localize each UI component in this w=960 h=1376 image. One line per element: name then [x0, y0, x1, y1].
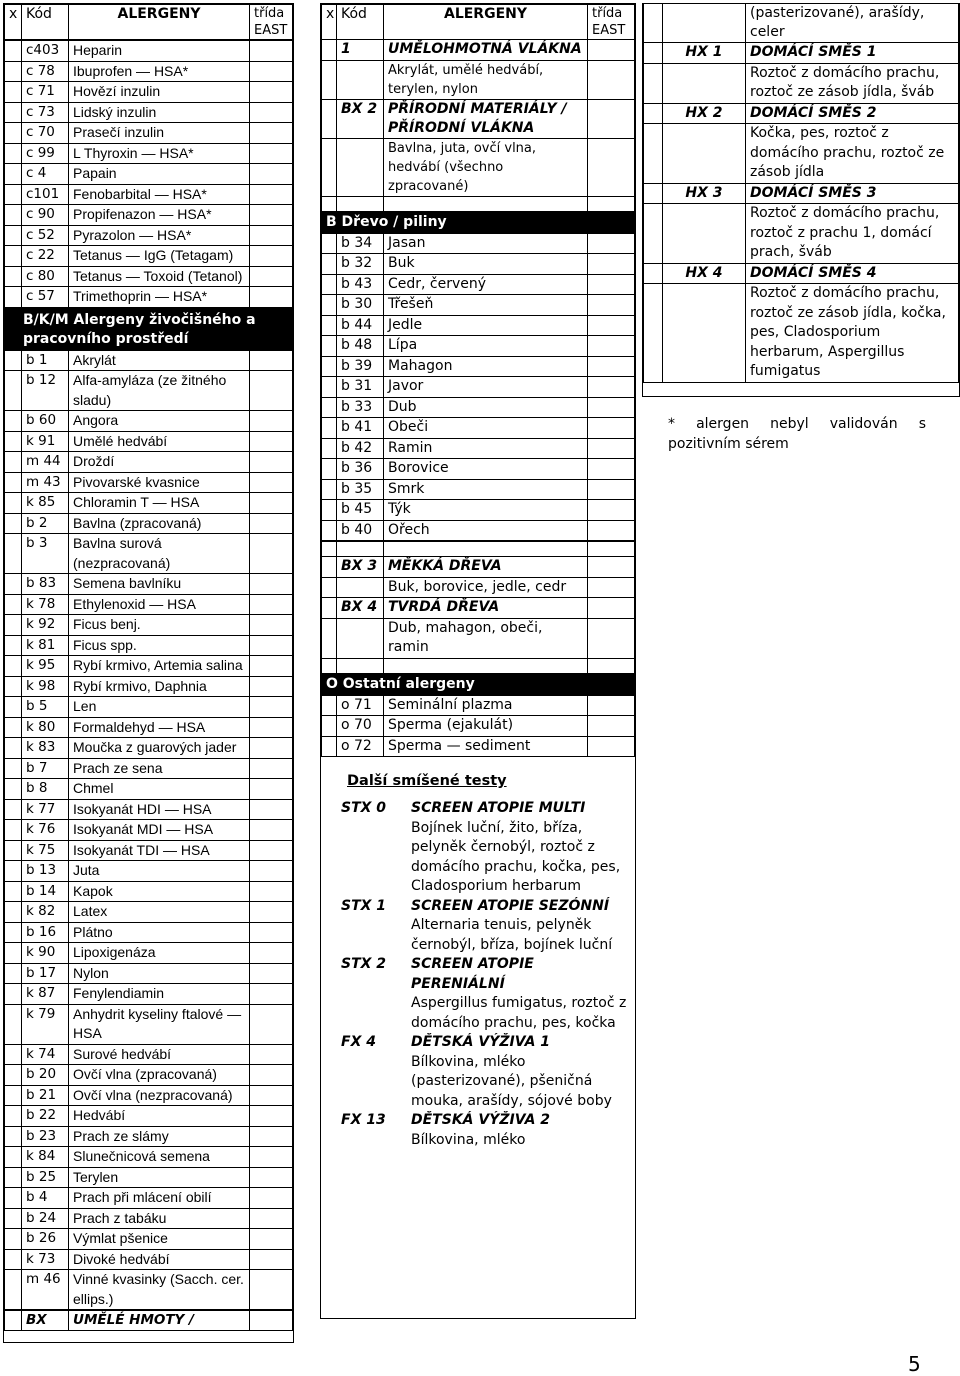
allergen-code: k 85	[22, 493, 69, 514]
mixed-test-desc: Alternaria tenuis, pelyněk černobýl, bříza, bojínek luční	[411, 917, 613, 953]
mixed-test-title: DĚTSKÁ VÝŽIVA 1	[411, 1034, 551, 1050]
table-row	[5, 246, 293, 267]
allergen-name: Anhydrit kyseliny ftalové — HSA	[69, 1004, 250, 1044]
allergen-name: Pivovarské kvasnice	[69, 472, 250, 493]
allergen-code: c 90	[22, 205, 69, 226]
allergen-code: b 14	[22, 881, 69, 902]
allergen-name: Akrylát	[69, 350, 250, 371]
allergen-name: Ořech	[384, 520, 588, 541]
table-row	[5, 840, 293, 861]
allergen-name: Isokyanát HDI — HSA	[69, 799, 250, 820]
allergen-code: b 30	[337, 295, 384, 316]
group-bx1: 1 UMĚLOHMOTNÁ VLÁKNA	[322, 40, 635, 61]
allergen-name: Bavlna surová (nezpracovaná)	[69, 534, 250, 574]
allergen-name: Juta	[69, 861, 250, 882]
allergen-code: c 78	[22, 61, 69, 82]
mixed-test-code: FX 4	[341, 1034, 376, 1050]
allergen-code: c 73	[22, 102, 69, 123]
table-row	[322, 520, 635, 541]
allergen-code: b 21	[22, 1085, 69, 1106]
allergen-name: Moučka z guarových jader	[69, 738, 250, 759]
table-row	[5, 615, 293, 636]
allergen-name: Prach ze sena	[69, 758, 250, 779]
allergen-code: b 33	[337, 397, 384, 418]
mixed-test-title: SCREEN ATOPIE PERENIÁLNÍ	[411, 956, 534, 992]
further-tests-title: Další smíšené testy	[347, 773, 507, 789]
allergen-name: Rybí krmivo, Daphnia	[69, 676, 250, 697]
allergen-name: Lidský inzulin	[69, 102, 250, 123]
table-row	[5, 82, 293, 103]
allergen-code: b 13	[22, 861, 69, 882]
allergen-name: Nylon	[69, 963, 250, 984]
allergen-name: Latex	[69, 902, 250, 923]
table-row	[5, 820, 293, 841]
allergen-name: Alfa-amyláza (ze žitného sladu)	[69, 371, 250, 411]
allergen-code: b 32	[337, 254, 384, 275]
table-row	[5, 758, 293, 779]
table-row	[5, 123, 293, 144]
allergen-code: k 74	[22, 1044, 69, 1065]
table-row	[5, 1167, 293, 1188]
allergen-code: k 90	[22, 943, 69, 964]
table-row	[5, 472, 293, 493]
hx-desc: Roztoč z domácího prachu, roztoč z prachu 1, domácí prach, šváb	[746, 204, 959, 264]
allergen-code: b 40	[337, 520, 384, 541]
mixed-test-title: SCREEN ATOPIE SEZÓNNÍ	[411, 897, 610, 914]
allergen-name: Výmlat pšenice	[69, 1229, 250, 1250]
allergen-code: b 12	[22, 371, 69, 411]
allergen-code: c 4	[22, 164, 69, 185]
allergen-name: Cedr, červený	[384, 274, 588, 295]
allergen-name: Fenobarbital — HSA*	[69, 184, 250, 205]
allergen-name: Ovčí vlna (zpracovaná)	[69, 1065, 250, 1086]
allergen-code: k 95	[22, 656, 69, 677]
allergen-code: b 31	[337, 377, 384, 398]
allergen-code: k 75	[22, 840, 69, 861]
table-row	[5, 1065, 293, 1086]
allergen-code: c 22	[22, 246, 69, 267]
mixed-test-desc: Aspergillus fumigatus, roztoč z domácího prachu, pes, kočka	[411, 995, 627, 1031]
allergen-code: b 22	[22, 1106, 69, 1127]
allergen-name: Ibuprofen — HSA*	[69, 61, 250, 82]
table-row	[322, 418, 635, 439]
allergen-name: Kapok	[69, 881, 250, 902]
table-row	[5, 266, 293, 287]
allergen-code: b 2	[22, 513, 69, 534]
allergen-code: b 3	[22, 534, 69, 574]
table-row	[5, 1126, 293, 1147]
hx-title: DOMÁCÍ SMĚS 1	[746, 43, 959, 64]
allergen-name: Lípa	[384, 336, 588, 357]
allergen-code: b 20	[22, 1065, 69, 1086]
allergen-code: b 4	[22, 1188, 69, 1209]
allergen-name: Mahagon	[384, 356, 588, 377]
allergen-code: o 71	[337, 695, 384, 716]
allergen-code: k 81	[22, 635, 69, 656]
allergen-code: b 7	[22, 758, 69, 779]
table-row	[5, 41, 293, 62]
table-row-bx: BX UMĚLÉ HMOTY /	[5, 1311, 293, 1331]
header-kod: Kód	[22, 5, 69, 40]
mixed-test-row	[321, 955, 635, 994]
table-row	[5, 1147, 293, 1168]
allergen-name: Smrk	[384, 479, 588, 500]
hx-title: DOMÁCÍ SMĚS 3	[746, 183, 959, 204]
allergen-code: b 24	[22, 1208, 69, 1229]
allergen-code: o 72	[337, 736, 384, 757]
header-title: ALERGENY	[69, 5, 250, 40]
allergen-code: b 60	[22, 411, 69, 432]
allergen-name: Ficus benj.	[69, 615, 250, 636]
allergen-name: Dub	[384, 397, 588, 418]
table-row	[5, 1270, 293, 1310]
table-row	[322, 274, 635, 295]
allergen-name: Divoké hedvábí	[69, 1249, 250, 1270]
mixed-test-desc: Bílkovina, mléko (pasterizované), pšeničná mouka, arašídy, sójové boby	[411, 1053, 612, 1109]
table-row	[322, 377, 635, 398]
allergen-code: k 98	[22, 676, 69, 697]
hx-code: HX 1	[663, 43, 746, 64]
allergen-name: Len	[69, 697, 250, 718]
allergen-name: Ethylenoxid — HSA	[69, 594, 250, 615]
table-row	[5, 61, 293, 82]
allergen-name: Droždí	[69, 452, 250, 473]
table-row	[5, 102, 293, 123]
allergen-code: b 16	[22, 922, 69, 943]
allergen-code: k 82	[22, 902, 69, 923]
allergen-name: Plátno	[69, 922, 250, 943]
header-x: x	[5, 5, 22, 40]
hx-desc: Roztoč z domácího prachu, roztoč ze zásob jídla, šváb	[746, 63, 959, 103]
allergen-name: Hovězí inzulin	[69, 82, 250, 103]
allergen-name: Hedvábí	[69, 1106, 250, 1127]
table-row	[5, 205, 293, 226]
table-row	[322, 716, 635, 737]
allergen-code: b 34	[337, 233, 384, 254]
allergen-code: b 5	[22, 697, 69, 718]
allergen-code: b 48	[337, 336, 384, 357]
allergen-code: k 77	[22, 799, 69, 820]
page-number: 5	[908, 1352, 921, 1376]
table-row	[5, 411, 293, 432]
table-row	[5, 1188, 293, 1209]
hx-code: HX 2	[663, 103, 746, 124]
allergen-name: L Thyroxin — HSA*	[69, 143, 250, 164]
table-header	[5, 5, 293, 40]
allergen-name: Angora	[69, 411, 250, 432]
allergen-name: Slunečnicová semena	[69, 1147, 250, 1168]
allergen-code: k 84	[22, 1147, 69, 1168]
allergen-code: k 83	[22, 738, 69, 759]
allergen-code: k 76	[22, 820, 69, 841]
allergen-name: Prach ze slámy	[69, 1126, 250, 1147]
hx-title: DOMÁCÍ SMĚS 2	[746, 103, 959, 124]
allergen-code: c 57	[22, 287, 69, 308]
allergen-code: b 25	[22, 1167, 69, 1188]
group-bx2: BX 2 PŘÍRODNÍ MATERIÁLY / PŘÍRODNÍ VLÁKNA	[322, 99, 635, 138]
allergen-code: c 70	[22, 123, 69, 144]
allergen-name: Isokyanát TDI — HSA	[69, 840, 250, 861]
table-row	[5, 350, 293, 371]
mixed-test-title: DĚTSKÁ VÝŽIVA 2	[411, 1112, 551, 1128]
group-bx4: BX 4 TVRDÁ DŘEVA	[322, 598, 635, 619]
mixed-test-desc: Bojínek luční, žito, bříza, pelyněk černobýl, roztoč z domácího prachu, kočka, pes, Cladosporium herbarum	[411, 819, 621, 894]
table-row	[5, 1229, 293, 1250]
mixed-test-code: STX 1	[341, 897, 387, 914]
allergen-name: Formaldehyd — HSA	[69, 717, 250, 738]
allergen-name: Sperma (ejakulát)	[384, 716, 588, 737]
allergen-name: Borovice	[384, 459, 588, 480]
mixed-test-row	[321, 799, 635, 819]
section-header-other: O Ostatní alergeny	[322, 674, 635, 694]
allergen-code: b 44	[337, 315, 384, 336]
allergen-name: Rybí krmivo, Artemia salina	[69, 656, 250, 677]
allergen-name: Vinné kvasinky (Sacch. cer. ellips.)	[69, 1270, 250, 1310]
allergen-name: Fenylendiamin	[69, 984, 250, 1005]
table-row	[322, 233, 635, 254]
allergen-name: Heparin	[69, 41, 250, 62]
table-row	[5, 1106, 293, 1127]
allergen-code: b 42	[337, 438, 384, 459]
table-row	[5, 1249, 293, 1270]
allergen-code: b 35	[337, 479, 384, 500]
allergen-name: Trimethoprin — HSA*	[69, 287, 250, 308]
table-row	[5, 676, 293, 697]
allergen-name: Lipoxigenáza	[69, 943, 250, 964]
allergen-table-middle: x Kód ALERGENY třída EAST 1 UMĚLOHMOTNÁ VLÁKNA Akrylát, umělé hedvábí, terylen, nylon BX 2 PŘÍRODNÍ MATERIÁLY / PŘÍRODNÍ VLÁKNA Bavlna, juta, ovčí vlna, hedvábí (všechno zpracované) B Dřevo / piliny b 34 Jasan b 32 Buk b 43 Cedr, červený b 30 Třešeň b 44 Jedle b 48 Lípa b 39 Mahagon b 31 Javor b 33 Dub b 41 Obeči b 42 Ramin b 36 Borovice b 35 Smrk b 45 Týk b 40 Ořech BX 3 MĚKKÁ DŘEVA Buk, borovice, jedle, cedr BX 4 TVRDÁ DŘEVA Dub, mahagon, obeči, ramin O Ostatní alergeny o 71 Seminální plazma o 70 Sperma (ejakulát) o 72 Sperma — sediment Další smíšené testy STX 0 SCREEN ATOPIE MULTI Bojínek luční, žito, bříza, pelyněk černobýl, roztoč z domácího prachu, kočka, pes, Cladosporium herbarum STX 1 SCREEN ATOPIE SEZÓNNÍ Alternaria tenuis, pelyněk černobýl, bříza, bojínek luční STX 2 SCREEN ATOPIE PERENIÁLNÍ Aspergillus fumigatus, roztoč z domácího prachu, pes, kočka FX 4 DĚTSKÁ VÝŽIVA 1 Bílkovina, mléko (pasterizované), pšeničná mouka, arašídy, sójové boby FX 13 DĚTSKÁ VÝŽIVA 2 Bílkovina, mléko	[320, 3, 636, 1319]
header-trida: třída EAST	[250, 5, 293, 40]
allergen-code: k 92	[22, 615, 69, 636]
allergen-name: Jedle	[384, 315, 588, 336]
hx-desc: Kočka, pes, roztoč z domácího prachu, roztoč ze zásob jídla	[746, 124, 959, 184]
table-row	[5, 1004, 293, 1044]
mixed-test-row	[321, 1033, 635, 1053]
allergen-code: b 26	[22, 1229, 69, 1250]
table-row	[5, 493, 293, 514]
table-row	[5, 779, 293, 800]
allergen-name: Tetanus — Toxoid (Tetanol)	[69, 266, 250, 287]
allergen-name: Umělé hedvábí	[69, 431, 250, 452]
hx-code: HX 3	[663, 183, 746, 204]
mixed-test-row	[321, 1111, 635, 1131]
allergen-code: b 39	[337, 356, 384, 377]
allergen-code: b 8	[22, 779, 69, 800]
allergen-name: Bavlna (zpracovaná)	[69, 513, 250, 534]
section-header-wood: B Dřevo / piliny	[322, 212, 635, 232]
table-row	[322, 479, 635, 500]
hx-group-row	[644, 183, 959, 204]
allergen-code: o 70	[337, 716, 384, 737]
table-row	[322, 315, 635, 336]
table-row	[5, 452, 293, 473]
table-row	[5, 943, 293, 964]
allergen-name: Týk	[384, 500, 588, 521]
table-row	[5, 738, 293, 759]
table-row	[5, 963, 293, 984]
table-row	[5, 513, 293, 534]
allergen-code: b 17	[22, 963, 69, 984]
table-row	[5, 534, 293, 574]
allergen-code: c 99	[22, 143, 69, 164]
allergen-code: b 83	[22, 574, 69, 595]
allergen-code: c 52	[22, 225, 69, 246]
allergen-name: Ovčí vlna (nezpracovaná)	[69, 1085, 250, 1106]
mixed-test-code: FX 13	[341, 1112, 386, 1128]
allergen-code: b 41	[337, 418, 384, 439]
allergen-table-left	[3, 3, 294, 1343]
allergen-code: k 73	[22, 1249, 69, 1270]
table-header: x Kód ALERGENY třída EAST	[322, 5, 635, 40]
table-row	[5, 881, 293, 902]
table-row	[5, 1208, 293, 1229]
table-row	[5, 164, 293, 185]
allergen-name: Terylen	[69, 1167, 250, 1188]
table-row	[322, 695, 635, 716]
allergen-name: Ficus spp.	[69, 635, 250, 656]
table-row	[5, 431, 293, 452]
table-row	[322, 254, 635, 275]
allergen-name: Chloramin T — HSA	[69, 493, 250, 514]
allergen-code: b 43	[337, 274, 384, 295]
allergen-name: Seminální plazma	[384, 695, 588, 716]
allergen-name: Buk	[384, 254, 588, 275]
table-row	[5, 902, 293, 923]
table-row	[5, 799, 293, 820]
allergen-name: Pyrazolon — HSA*	[69, 225, 250, 246]
table-row	[5, 656, 293, 677]
allergen-name: Prach při mlácení obilí	[69, 1188, 250, 1209]
table-row	[5, 574, 293, 595]
table-row	[5, 594, 293, 615]
allergen-table-right: (pasterizované), arašídy, celer HX 1 DOMÁCÍ SMĚS 1 Roztoč z domácího prachu, roztoč ze zásob jídla, šváb HX 2 DOMÁCÍ SMĚS 2 Kočka, pes, roztoč z domácího prachu, roztoč ze zásob jídla HX 3 DOMÁCÍ SMĚS 3 Roztoč z domácího prachu, roztoč z prachu 1, domácí prach, šváb HX 4 DOMÁCÍ SMĚS 4 Roztoč z domácího prachu, roztoč ze zásob jídla, kočka, pes, Cladosporium herbarum, Aspergillus fumigatus	[642, 3, 960, 397]
group-bx3: BX 3 MĚKKÁ DŘEVA	[322, 557, 635, 578]
allergen-name: Ramin	[384, 438, 588, 459]
table-row	[5, 922, 293, 943]
hx-group-row	[644, 43, 959, 64]
allergen-code: c 80	[22, 266, 69, 287]
allergen-name: Prasečí inzulin	[69, 123, 250, 144]
allergen-code: m 46	[22, 1270, 69, 1310]
table-row	[322, 736, 635, 757]
table-row	[5, 184, 293, 205]
allergen-name: Třešeň	[384, 295, 588, 316]
allergen-code: c 71	[22, 82, 69, 103]
allergen-code: k 80	[22, 717, 69, 738]
allergen-name: Semena bavlníku	[69, 574, 250, 595]
table-row	[5, 1044, 293, 1065]
allergen-name: Javor	[384, 377, 588, 398]
allergen-name: Surové hedvábí	[69, 1044, 250, 1065]
allergen-name: Papain	[69, 164, 250, 185]
allergen-code: k 87	[22, 984, 69, 1005]
table-row	[322, 438, 635, 459]
mixed-test-code: STX 0	[341, 800, 387, 816]
mixed-test-desc: Bílkovina, mléko	[411, 1131, 526, 1148]
allergen-name: Prach z tabáku	[69, 1208, 250, 1229]
mixed-test-row	[321, 897, 635, 917]
allergen-code: b 36	[337, 459, 384, 480]
allergen-code: k 79	[22, 1004, 69, 1044]
allergen-code: b 45	[337, 500, 384, 521]
hx-title: DOMÁCÍ SMĚS 4	[746, 263, 959, 284]
table-row	[322, 397, 635, 418]
hx-group-row	[644, 103, 959, 124]
hx-group-row	[644, 263, 959, 284]
hx-desc: Roztoč z domácího prachu, roztoč ze zásob jídla, kočka, pes, Cladosporium herbarum, Aspergillus fumigatus	[746, 284, 959, 383]
table-row	[5, 861, 293, 882]
allergen-name: Propifenazon — HSA*	[69, 205, 250, 226]
table-row	[322, 500, 635, 521]
allergen-code: m 44	[22, 452, 69, 473]
allergen-name: Chmel	[69, 779, 250, 800]
table-row	[5, 225, 293, 246]
allergen-code: b 1	[22, 350, 69, 371]
table-row	[5, 1085, 293, 1106]
allergen-name: Sperma — sediment	[384, 736, 588, 757]
allergen-code: b 23	[22, 1126, 69, 1147]
table-row	[322, 459, 635, 480]
section-header-bk: B/K/M Alergeny živočišného a pracovního prostředí	[5, 310, 293, 349]
mixed-test-title: SCREEN ATOPIE MULTI	[411, 800, 586, 816]
table-row	[322, 295, 635, 316]
allergen-code: c101	[22, 184, 69, 205]
allergen-name: Obeči	[384, 418, 588, 439]
footnote: * alergen nebyl validován s pozitivním sérem	[668, 416, 926, 452]
table-row	[5, 984, 293, 1005]
table-row	[322, 356, 635, 377]
table-row	[5, 143, 293, 164]
allergen-code: m 43	[22, 472, 69, 493]
table-row	[5, 287, 293, 308]
allergen-name: Jasan	[384, 233, 588, 254]
allergen-name: Tetanus — IgG (Tetagam)	[69, 246, 250, 267]
allergen-name: Isokyanát MDI — HSA	[69, 820, 250, 841]
table-row	[5, 371, 293, 411]
hx-code: HX 4	[663, 263, 746, 284]
allergen-code: k 78	[22, 594, 69, 615]
table-row	[5, 635, 293, 656]
allergen-code: c403	[22, 41, 69, 62]
allergen-code: k 91	[22, 431, 69, 452]
table-row	[5, 697, 293, 718]
table-row	[5, 717, 293, 738]
mixed-test-code: STX 2	[341, 956, 387, 972]
table-row	[322, 336, 635, 357]
